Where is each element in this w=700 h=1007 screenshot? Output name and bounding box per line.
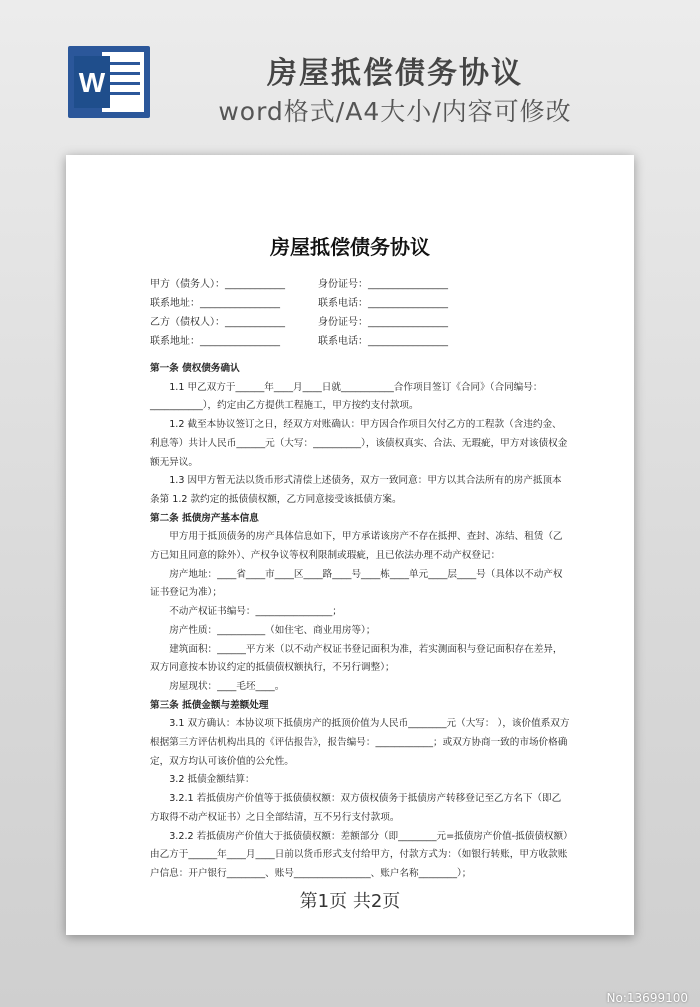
document-page: [66, 155, 634, 935]
header-subtitle: word格式/A4大小/内容可修改: [218, 97, 572, 126]
party-a-id: 身份证号：________________: [318, 279, 448, 290]
section-heading-1: 第一条 债权债务确认: [150, 363, 240, 374]
clause-3-1: 3.1 双方确认：本协议项下抵债房产的抵顶价值为人民币________元（大写： ），该价值系双方根据第三方评估机构出具的《评估报告》，报告编号：____________；或双方协商一致的市场价格确定，双方均认可该价值的公允性。: [150, 718, 570, 767]
party-b-phone: 联系电话：________________: [318, 336, 448, 347]
party-b-address: 联系地址：________________: [150, 336, 280, 347]
clause-3-2-1: 3.2.1 若抵债房产价值等于抵债债权额：双方债权债务于抵债房产转移登记至乙方名下（即乙方取得不动产权证书）之日全部结清，互不另行支付款项。: [150, 793, 562, 823]
party-a-label: 甲方（债务人）：____________: [150, 279, 285, 290]
header-title: 房屋抵偿债务协议: [267, 56, 523, 91]
document-title: 房屋抵偿债务协议: [270, 235, 430, 259]
party-a-phone: 联系电话：________________: [318, 298, 448, 309]
clause-3-2-2: 3.2.2 若抵债房产价值大于抵债债权额：差额部分（即________元=抵债房产价值-抵债债权额）由乙方于______年____月____日前以货币形式支付给甲方，付款方式为：（如银行转账，甲方收款账户信息：开户银行________、账号________________、账户名称________）；: [150, 830, 568, 879]
document-body: [150, 360, 570, 884]
page-number-footer: 第1页 共2页: [299, 891, 401, 912]
clause-3-2: 3.2 抵债金额结算：: [169, 774, 255, 786]
clause-1-1: 1.1 甲乙双方于______年____月____日就___________合作项目签订《合同》（合同编号：___________），约定由乙方提供工程施工，甲方按约支付款项。: [150, 381, 543, 412]
clause-2-intro: 甲方用于抵顶债务的房产具体信息如下，甲方承诺该房产不存在抵押、查封、冻结、租赁（乙方已知且同意的除外）、产权争议等权利限制或瑕疵，且已依法办理不动产权登记：: [150, 531, 563, 562]
svg-text:W: W: [78, 67, 106, 98]
clause-2-cert-number: 不动产权证书编号：________________；: [169, 606, 342, 618]
section-heading-2: 第二条 抵债房产基本信息: [150, 512, 259, 524]
clause-2-address: 房产地址：____省____市____区____路____号____栋____单元____层____号（具体以不动产权证书登记为准）；: [150, 568, 563, 599]
party-a-address: 联系地址：________________: [150, 298, 280, 309]
clause-2-area: 建筑面积：______平方米（以不动产权证书登记面积为准，若实测面积与登记面积存在差异，双方同意按本协议约定的抵债债权额执行，不另行调整）；: [150, 643, 563, 674]
party-b-id: 身份证号：________________: [318, 317, 448, 328]
section-heading-3: 第三条 抵债金额与差额处理: [150, 699, 269, 711]
party-b-label: 乙方（债权人）：____________: [150, 317, 285, 328]
clause-2-property-type: 房产性质：__________（如住宅、商业用房等）；: [169, 624, 376, 636]
clause-2-status: 房屋现状：____毛坯____。: [169, 680, 285, 692]
image-number-watermark: No:13699100: [606, 991, 688, 1005]
clause-1-3: 1.3 因甲方暂无法以货币形式清偿上述债务，双方一致同意：甲方以其合法所有的房产抵顶本条第 1.2 款约定的抵债债权额，乙方同意接受该抵债方案。: [150, 475, 562, 505]
clause-1-2: 1.2 截至本协议签订之日，经双方对账确认：甲方因合作项目欠付乙方的工程款（含违约金、利息等）共计人民币______元（大写：__________），该债权真实、合法、无瑕疵，甲方对该债权金额无异议。: [150, 419, 568, 468]
